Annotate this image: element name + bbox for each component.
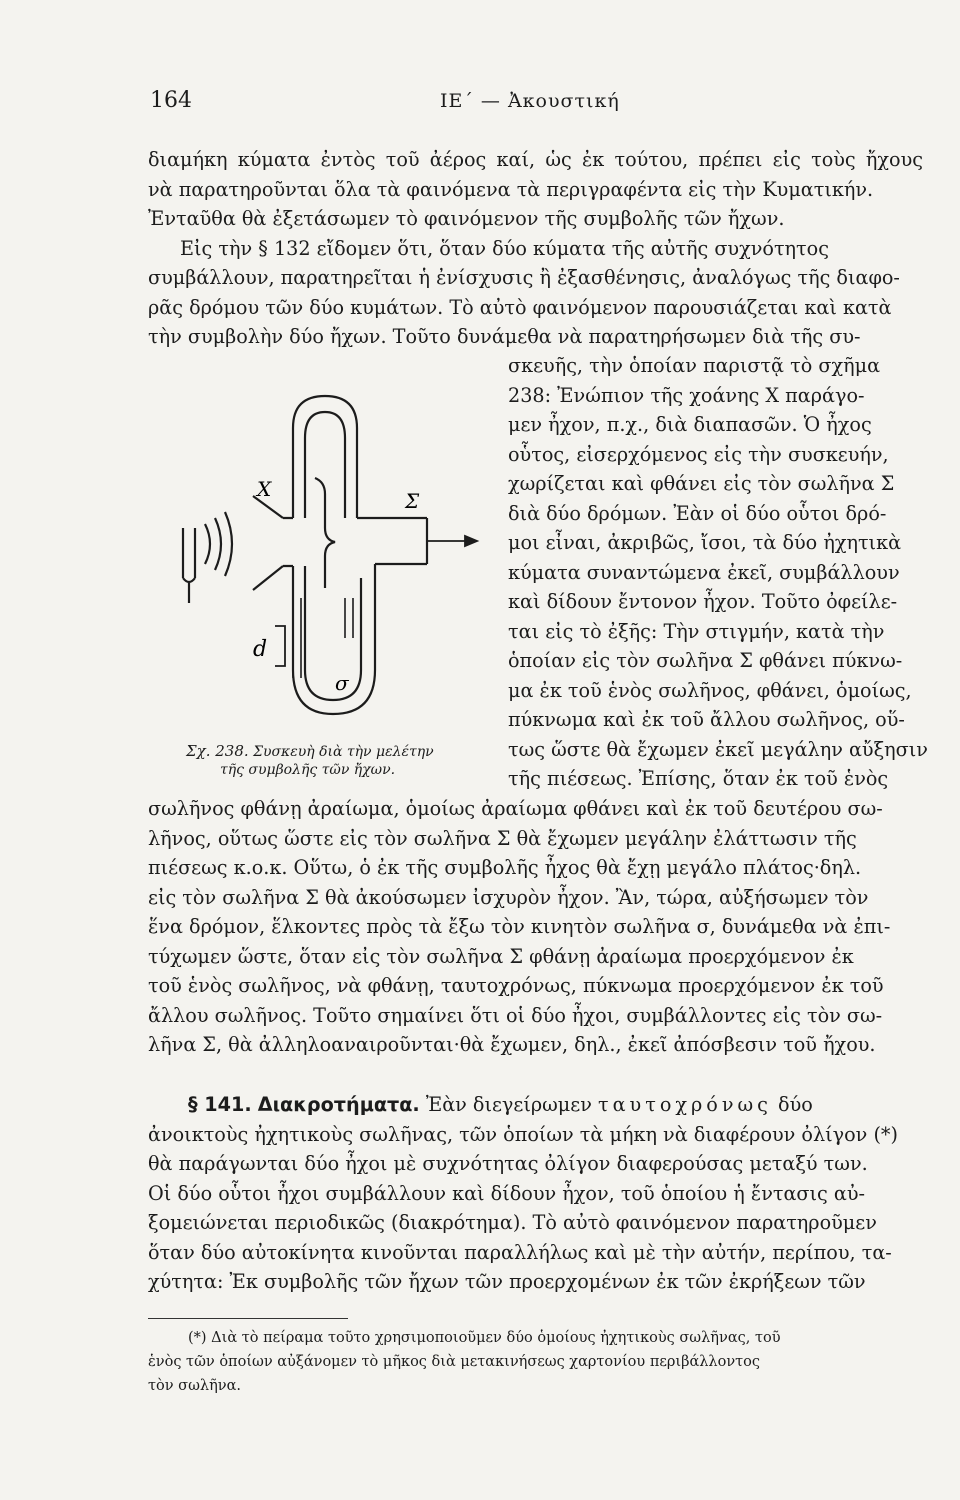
funnel-icon bbox=[253, 496, 283, 590]
footnote-divider bbox=[148, 1318, 348, 1319]
text-line: τύχωμεν ὥστε, ὅταν εἰς τὸν σωλῆνα Σ φθάνῃ ἀραίωμα προερχόμενον ἐκ bbox=[148, 944, 854, 968]
label-d: d bbox=[253, 637, 268, 662]
d-marker bbox=[275, 626, 285, 666]
intro-paragraph bbox=[148, 145, 923, 352]
text-line: 238: Ἐνώπιον τῆς χοάνης Χ παράγο- bbox=[508, 383, 865, 407]
text-line: ἀνοικτοὺς ἠχητικοὺς σωλῆνας, τῶν ὁποίων τὰ μήκη νὰ διαφέρουν ὀλίγον (*) bbox=[148, 1122, 899, 1146]
footnote bbox=[148, 1326, 923, 1398]
text-line: τὴν συμβολὴν δύο ἤχων. Τοῦτο δυνάμεθα νὰ παρατηρήσωμεν διὰ τῆς συ- bbox=[148, 325, 861, 348]
text-line: διαμήκη κύματα ἐντὸς τοῦ ἀέρος καί, ὡς ἐκ τούτου, πρέπει εἰς τοὺς ἤχους bbox=[148, 148, 923, 171]
text-line: μοι εἶναι, ἀκριβῶς, ἴσοι, τὰ δύο ἠχητικὰ bbox=[508, 531, 902, 554]
text-line: σκευῆς, τὴν ὁποίαν παριστᾷ τὸ σχῆμα bbox=[508, 354, 881, 377]
text-line: πιέσεως κ.ο.κ. Οὕτω, ὁ ἐκ τῆς συμβολῆς ἦχος θὰ ἔχῃ μεγάλο πλάτος·δηλ. bbox=[148, 856, 862, 879]
text-line: ὁποίαν εἰς τὸν σωλῆνα Σ φθάνει πύκνω- bbox=[508, 649, 903, 672]
section-spaced-word: ταυτοχρόνως bbox=[597, 1093, 772, 1116]
page-number: 164 bbox=[150, 88, 192, 113]
text-line: λῆνα Σ, θὰ ἀλληλοαναιροῦνται·θὰ ἔχωμεν, δηλ., ἐκεῖ ἀπόσβεσιν τοῦ ἤχου. bbox=[148, 1033, 876, 1056]
text-line: ἄλλου σωλῆνος. Τοῦτο σημαίνει ὅτι οἱ δύο ἦχοι, συμβάλλοντες εἰς τὸν σω- bbox=[148, 1003, 883, 1027]
text-line: ται εἰς τὸ ἐξῆς: Τὴν στιγμήν, κατὰ τὴν bbox=[508, 619, 885, 643]
text-line: συμβάλλουν, παρατηρεῖται ἡ ἐνίσχυσις ἢ ἐξασθένησις, ἀναλόγως τῆς διαφο- bbox=[148, 266, 900, 289]
text-line: Ἐνταῦθα θὰ ἐξετάσωμεν τὸ φαινόμενον τῆς συμβολῆς τῶν ἤχων. bbox=[148, 207, 785, 230]
section-number: § 141. bbox=[188, 1093, 252, 1116]
arrow-head-icon bbox=[465, 536, 477, 546]
label-s: σ bbox=[335, 671, 349, 695]
sound-wave-icon bbox=[205, 524, 210, 564]
continuation-paragraph bbox=[148, 794, 923, 1060]
running-head: ΙΕ΄ — Ἀκουστική bbox=[440, 90, 620, 112]
figure-caption bbox=[186, 742, 506, 779]
section-title: Διακροτήματα. bbox=[257, 1093, 420, 1116]
side-paragraph bbox=[508, 351, 928, 794]
tuning-fork-icon bbox=[183, 528, 195, 603]
text-line: διὰ δύο δρόμων. Ἐὰν οἱ δύο οὗτοι δρό- bbox=[508, 501, 887, 525]
text-line: νὰ παρατηροῦνται ὅλα τὰ φαινόμενα τὰ περιγραφέντα εἰς τὴν Κυματικήν. bbox=[148, 177, 874, 201]
section-lead: Ἐὰν διεγείρωμεν bbox=[425, 1093, 592, 1116]
text-line: σωλῆνος φθάνῃ ἀραίωμα, ὁμοίως ἀραίωμα φθάνει καὶ ἐκ τοῦ δευτέρου σω- bbox=[148, 797, 883, 820]
text-line: χύτητα: Ἐκ συμβολῆς τῶν ἤχων τῶν προερχομένων ἐκ τῶν ἐκρήξεων τῶν bbox=[148, 1270, 866, 1293]
sliding-tube bbox=[293, 598, 301, 678]
text-line: τως ὥστε θὰ ἔχωμεν ἐκεῖ μεγάλην αὔξησιν bbox=[508, 737, 928, 761]
text-line: εἰς τὸν σωλῆνα Σ θὰ ἀκούσωμεν ἰσχυρὸν ἦχον. Ἂν, τώρα, αὐξήσωμεν τὸν bbox=[148, 885, 869, 909]
text-line: τοῦ ἑνὸς σωλῆνος, νὰ φθάνῃ, ταυτοχρόνως, πύκνωμα προερχόμενον ἐκ τοῦ bbox=[148, 974, 884, 997]
caption-text: Συσκευὴ διὰ τὴν μελέτην bbox=[253, 744, 434, 760]
text-line: μεν ἦχον, π.χ., διὰ διαπασῶν. Ὁ ἦχος bbox=[508, 413, 872, 436]
text-line: ξομειώνεται περιοδικῶς (διακρότημα). Τὸ αὐτὸ φαινόμενον παρατηροῦμεν bbox=[148, 1211, 877, 1234]
text-line: ἕνα δρόμον, ἕλκοντες πρὸς τὰ ἔξω τὸν κινητὸν σωλῆνα σ, δυνάμεθα νὰ ἐπι- bbox=[148, 915, 891, 938]
caption-text-2: τῆς συμβολῆς τῶν ἤχων. bbox=[220, 762, 396, 778]
caption-number: Σχ. 238. bbox=[186, 742, 249, 760]
text-line: καὶ δίδουν ἔντονον ἦχον. Τοῦτο ὀφείλε- bbox=[508, 590, 898, 613]
footnote-line: τὸν σωλῆνα. bbox=[148, 1378, 241, 1394]
section-141 bbox=[148, 1090, 923, 1297]
text-line: ρᾶς δρόμου τῶν δύο κυμάτων. Τὸ αὐτὸ φαινόμενον παρουσιάζεται καὶ κατὰ bbox=[148, 295, 892, 319]
text-line: λῆνος, οὕτως ὥστε εἰς τὸν σωλῆνα Σ θὰ ἔχωμεν μεγάλην ἐλάττωσιν τῆς bbox=[148, 826, 857, 850]
section-heading-line bbox=[148, 1090, 923, 1120]
outlet-tube bbox=[357, 518, 427, 564]
junction-brace bbox=[315, 478, 335, 588]
text-line: χωρίζεται καὶ φθάνει εἰς τὸν σωλῆνα Σ bbox=[508, 472, 895, 495]
text-line: οὗτος, εἰσερχόμενος εἰς τὴν συσκευήν, bbox=[508, 442, 889, 466]
text-line: Εἰς τὴν § 132 εἴδομεν ὅτι, ὅταν δύο κύματα τῆς αὐτῆς συχνότητος bbox=[180, 236, 829, 260]
footnote-line: ἑνὸς τῶν ὁποίων αὐξάνομεν τὸ μῆκος διὰ μετακινήσεως χαρτονίου περιβάλλοντος bbox=[148, 1354, 761, 1370]
label-sigma: Σ bbox=[405, 489, 420, 513]
text-line: κύματα συναντώμενα ἐκεῖ, συμβάλλουν bbox=[508, 560, 900, 584]
text-line: ὅταν δύο αὐτοκίνητα κινοῦνται παραλλήλως καὶ μὲ τὴν αὐτήν, περίπου, τα- bbox=[148, 1240, 892, 1264]
text-line: μα ἐκ τοῦ ἑνὸς σωλῆνος, φθάνει, ὁμοίως, bbox=[508, 678, 912, 702]
text-line: θὰ παράγωνται δύο ἦχοι μὲ συχνότητας ὀλίγον διαφερούσας μεταξύ των. bbox=[148, 1152, 868, 1175]
apparatus-diagram bbox=[165, 378, 495, 758]
text-line: πύκνωμα καὶ ἐκ τοῦ ἄλλου σωλῆνος, οὕ- bbox=[508, 708, 905, 731]
page-header bbox=[150, 88, 930, 128]
section-lead-end: δύο bbox=[778, 1093, 813, 1116]
figure-238-interference-apparatus bbox=[165, 378, 495, 758]
text-line: τῆς πιέσεως. Ἐπίσης, ὅταν ἐκ τοῦ ἑνὸς bbox=[508, 767, 889, 790]
footnote-line: (*) Διὰ τὸ πείραμα τοῦτο χρησιμοποιοῦμεν δύο ὁμοίους ἠχητικοὺς σωλῆνας, τοῦ bbox=[188, 1330, 781, 1346]
label-x: Χ bbox=[257, 477, 272, 501]
text-line: Οἱ δύο οὗτοι ἦχοι συμβάλλουν καὶ δίδουν ἦχον, τοῦ ὁποίου ἡ ἔντασις αὐ- bbox=[148, 1181, 866, 1205]
